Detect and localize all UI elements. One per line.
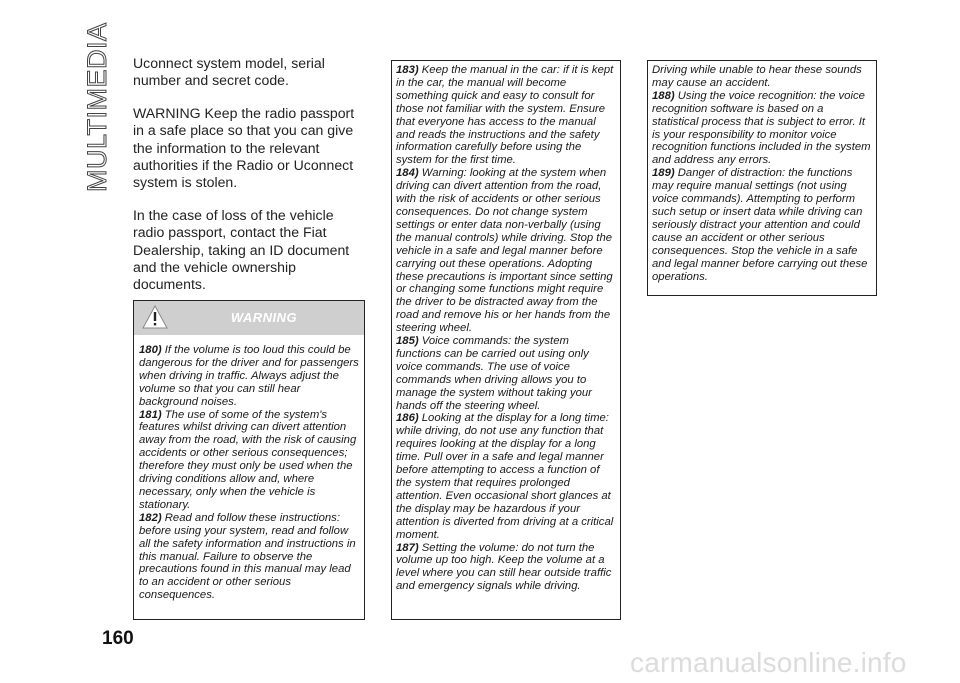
warning-item [396, 542, 616, 594]
watermark-brand: carmanualsonline.info [630, 647, 907, 678]
item-number: 180) [139, 344, 162, 356]
item-text: If the volume is too loud this could be dangerous for the driver and for passengers when driving in traffic. Always adjust the volume so that you can still hear background noises. [139, 344, 359, 408]
paragraph: In the case of loss of the vehicle radio passport, contact the Fiat Dealership, taking an ID document and the vehicle ownership documents. [133, 206, 350, 293]
warning-item [396, 167, 616, 335]
paragraph: Uconnect system model, serial number and secret code. [133, 55, 325, 89]
item-number: 186) [396, 412, 419, 425]
page-number: 160 [102, 628, 134, 649]
item-number: 184) [396, 167, 419, 180]
warning-item [652, 90, 872, 167]
warning-box [133, 300, 365, 620]
item-text: Looking at the display for a long time: while driving, do not use any function that requires looking at the display for a long time. Pull over in a safe and legal manner before attempting to access a function of the system that requires prolonged attention. Even occasional short glances at the display may be hazardous if your attention is diverted from driving at a critical moment. [396, 412, 614, 541]
item-text: Read and follow these instructions: before using your system, read and follow all the safety information and instructions in this manual. Failure to observe the precautions found in this manual may lead to an accident or other serious consequences. [139, 511, 356, 602]
warning-item [396, 412, 616, 541]
item-text: Danger of distraction: the functions may require manual settings (not using voice commands). Attempting to perform such setup or insert data while driving can seriously distract your attention and could cause an accident or other serious consequences. Stop the vehicle in a safe and legal manner before carrying out these operations. [652, 167, 868, 283]
warning-item [396, 64, 616, 167]
item-text: Warning: looking at the system when driving can divert attention from the road, with the risk of accidents or other serious consequences. Do not change system settings or enter data non-verbally (using the manual controls) while driving. Stop the vehicle in a safe and legal manner before carrying out these operations. Adopting these precautions is important since setting or changing some functions might require the driver to be distracted away from the road and remove his or her hands from the steering wheel. [396, 167, 613, 335]
item-text: Voice commands: the system functions can be carried out using only voice commands. The use of voice commands when driving allows you to manage the system without taking your hands off the steering wheel. [396, 335, 592, 412]
warning-header [134, 301, 364, 335]
item-text: Setting the volume: do not turn the volume up too high. Keep the volume at a level where you can still hear outside traffic and emergency signals while driving. [396, 541, 612, 593]
warning-box-continued [391, 60, 621, 620]
item-number: 185) [396, 335, 419, 348]
warning-title: WARNING [230, 310, 298, 325]
paragraph: WARNING Keep the radio passport in a safe place so that you can give the information to the relevant authorities if the Radio or Uconnect system is stolen. [133, 104, 355, 191]
item-number: 183) [396, 64, 419, 76]
section-label: MULTIMEDIA [82, 22, 112, 192]
item-number: 181) [139, 408, 162, 421]
warning-item [139, 512, 359, 602]
warning-item-lead: Driving while unable to hear these sounds may cause an accident. [652, 64, 862, 89]
warning-box-final [647, 60, 877, 296]
item-text: Using the voice recognition: the voice recognition software is based on a statistical process that is subject to error. It is your responsibility to monitor voice recognition functions included in the system and address any errors. [652, 89, 871, 167]
warning-item [396, 335, 616, 412]
item-number: 188) [652, 89, 675, 102]
intro-column [133, 55, 365, 309]
warning-item [652, 167, 872, 283]
item-text: Keep the manual in the car: if it is kept in the car, the manual will become something quick and easy to consult for those not familiar with the system. Ensure that everyone has access to the manual and reads the instructions and the safety information carefully before using the system for the first time. [396, 64, 614, 167]
item-number: 189) [652, 167, 675, 180]
item-text: The use of some of the system's features whilst driving can divert attention away from the road, with the risk of causing accidents or other serious consequences; therefore they must only be used when the driving conditions allow and, where necessary, only when the vehicle is stationary. [139, 408, 357, 511]
item-number: 187) [396, 541, 419, 554]
warning-list [134, 335, 364, 602]
warning-item [139, 344, 359, 409]
warning-item [139, 409, 359, 512]
item-number: 182) [139, 511, 162, 524]
